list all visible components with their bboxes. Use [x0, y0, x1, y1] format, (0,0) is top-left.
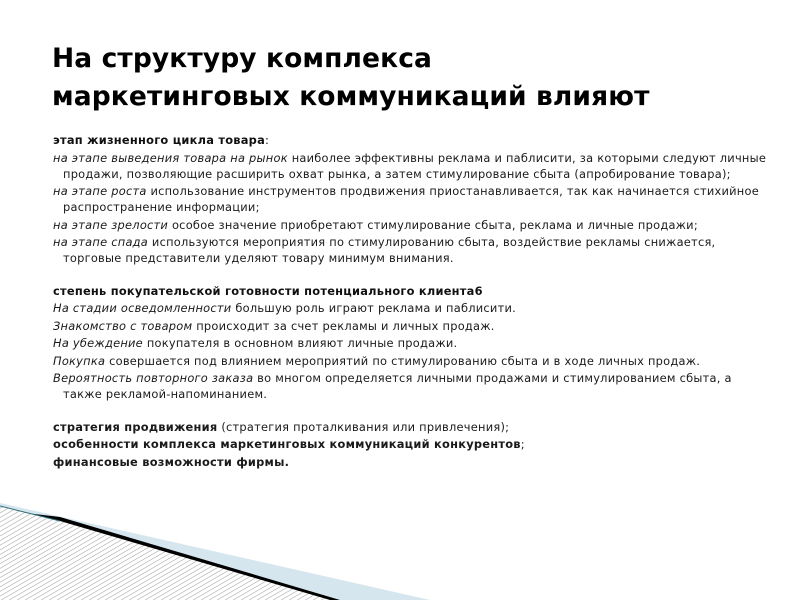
title-line-1: На структуру комплекса — [52, 43, 433, 74]
light-blue-band — [0, 503, 430, 600]
title-line-2: маркетинговых коммуникаций влияют — [52, 81, 650, 112]
list-item: на этапе спада используются мероприятия по стимулированию сбыта, воздействие рекламы снижается, торговые представители уделяют товару минимум внимания. — [53, 235, 716, 265]
list-item: Знакомство с товаром происходит за счет рекламы и личных продаж. — [53, 318, 495, 333]
black-stripe — [0, 510, 340, 600]
list-item: на этапе роста использование инструментов продвижения приостанавливается, так как начинается стихийное распространение информации; — [53, 184, 759, 214]
section-heading-readiness: степень покупательской готовности потенциального клиента6 — [53, 283, 483, 298]
spacer — [53, 404, 773, 419]
spacer — [53, 268, 773, 283]
list-item: На стадии осведомленности большую роль играют реклама и паблисити. — [53, 301, 516, 315]
list-item: на этапе зрелости особое значение приобретают стимулирование сбыта, реклама и личные продажи; — [53, 217, 698, 232]
list-item: стратегия продвижения (стратегия проталкивания или привлечения); — [53, 419, 510, 434]
section-heading-lifecycle: этап жизненного цикла товара: — [53, 133, 270, 147]
list-item: Покупка совершается под влиянием мероприятий по стимулированию сбыта и в ходе личных продаж. — [53, 353, 701, 368]
slide-title — [52, 40, 650, 116]
list-item: На убеждение покупателя в основном влияют личные продажи. — [53, 336, 458, 350]
list-item: на этапе выведения товара на рынок наиболее эффективны реклама и паблисити, за которыми следуют личные продажи, позволяющие расширить охват рынка, а затем стимулирование сбыта (апробирование товара); — [53, 150, 767, 181]
list-item: особенности комплекса маркетинговых коммуникаций конкурентов; — [53, 437, 525, 451]
hatched-area — [0, 506, 330, 600]
list-item: финансовые возможности фирмы. — [53, 454, 290, 469]
slide-body — [53, 132, 773, 471]
list-item: Вероятность повторного заказа во многом определяется личными продажами и стимулированием сбыта, а также рекламой-напоминанием. — [53, 371, 732, 401]
